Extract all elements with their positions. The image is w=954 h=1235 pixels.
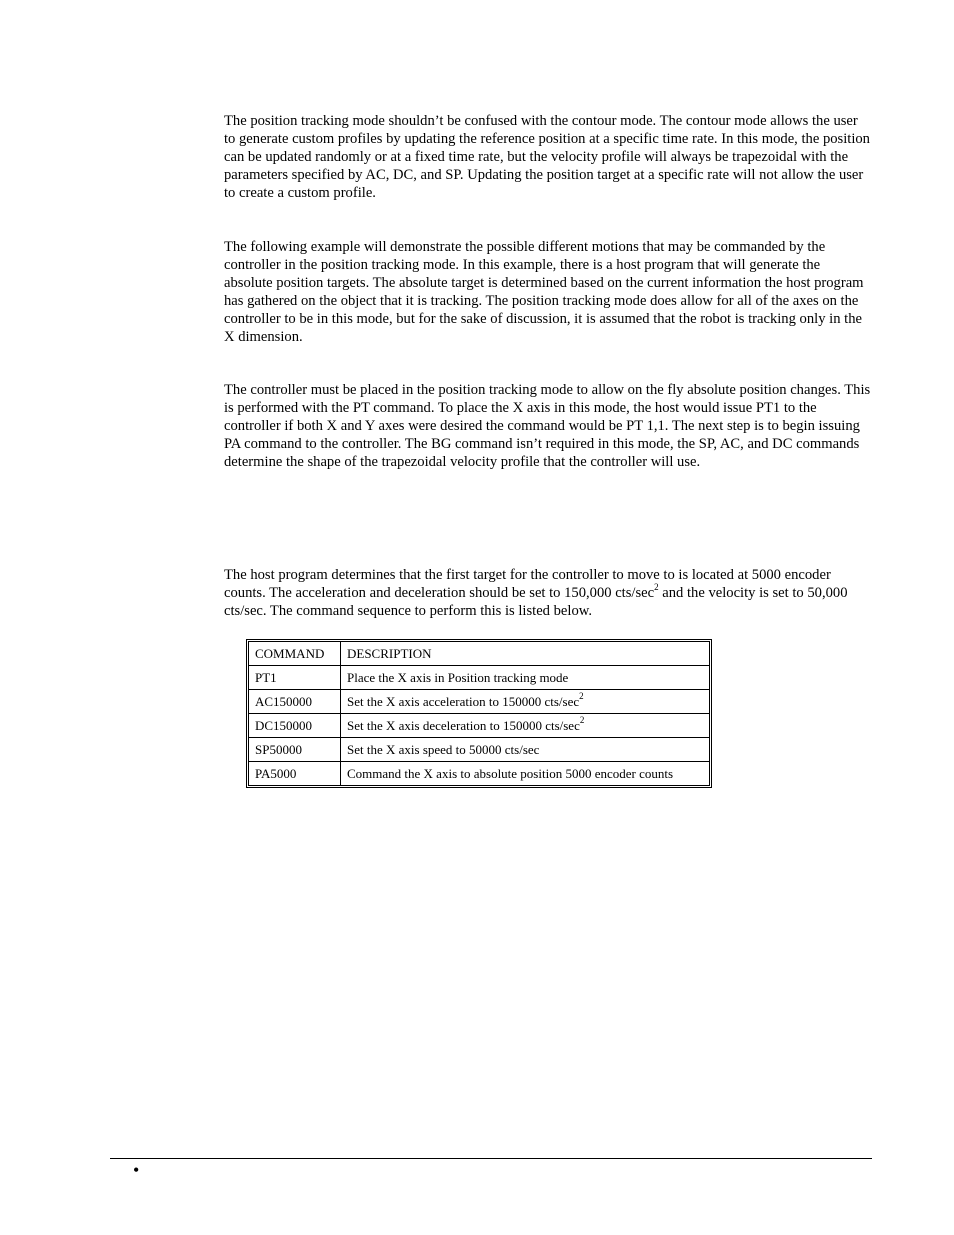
command-cell: SP50000 [249, 738, 341, 762]
description-text: Set the X axis acceleration to 150000 cts/sec [347, 693, 580, 709]
description-text: Command the X axis to absolute position 5000 encoder counts [347, 765, 674, 781]
description-text: Place the X axis in Position tracking mode [347, 669, 569, 685]
description-text: Set the X axis speed to 50000 cts/sec [347, 741, 540, 757]
description-cell [341, 738, 709, 762]
table-row [249, 690, 709, 714]
table-row [249, 762, 709, 785]
command-table [246, 639, 712, 788]
description-superscript: 2 [579, 691, 584, 702]
table-header-row [249, 642, 709, 666]
description-cell [341, 762, 709, 785]
paragraph-pt-command: The controller must be placed in the position tracking mode to allow on the fly absolute position changes. This is performed with the PT command. To place the X axis in this mode, the host would issue PT1 to the controller if both X and Y axes were desired the command would be PT 1,1. The next step is to begin issuing PA command to the controller. The BG command isn’t required in this mode, the SP, AC, and DC commands determine the shape of the trapezoidal velocity profile that the controller will use. [224, 382, 871, 471]
table-row [249, 738, 709, 762]
paragraph-first-target-text-a: The host program determines that the first target for the controller to move to is located at 5000 encoder counts. The acceleration and deceleration should be set to 150,000 cts/sec [224, 567, 831, 602]
description-cell [341, 714, 709, 738]
command-cell: DC150000 [249, 714, 341, 738]
column-header-command: COMMAND [249, 642, 341, 666]
paragraph-contour-mode: The position tracking mode shouldn’t be confused with the contour mode. The contour mode allows the user to generate custom profiles by updating the reference position at a specific time rate. In this mode, the position can be updated randomly or at a fixed time rate, but the velocity profile will always be trapezoidal with the parameters specified by AC, DC, and SP. Updating the position target at a specific rate will not allow the user to create a custom profile. [224, 113, 870, 202]
command-cell: PA5000 [249, 762, 341, 785]
table-row [249, 714, 709, 738]
footer-divider [110, 1158, 872, 1159]
description-cell [341, 690, 709, 714]
command-cell: PT1 [249, 666, 341, 690]
superscript-2: 2 [654, 582, 659, 593]
column-header-description: DESCRIPTION [341, 642, 709, 666]
description-superscript: 2 [579, 715, 585, 726]
table-row [249, 666, 709, 690]
paragraph-first-target-text-b: and the velocity is set to 50,000 cts/sec. The command sequence to perform this is listed below. [224, 585, 848, 620]
paragraph-example-intro: The following example will demonstrate the possible different motions that may be commanded by the controller in the position tracking mode. In this example, there is a host program that will generate the absolute position targets. The absolute target is determined based on the current information the host program has gathered on the object that it is tracking. The position tracking mode does allow for all of the axes on the controller to be in this mode, but for the sake of discussion, it is assumed that the robot is tracking only in the X dimension. [224, 239, 864, 346]
footer-bullet: • [133, 1160, 140, 1180]
description-text: Set the X axis deceleration to 150000 cts/sec [347, 717, 580, 733]
paragraph-first-target [224, 566, 872, 620]
command-cell: AC150000 [249, 690, 341, 714]
description-cell [341, 666, 709, 690]
